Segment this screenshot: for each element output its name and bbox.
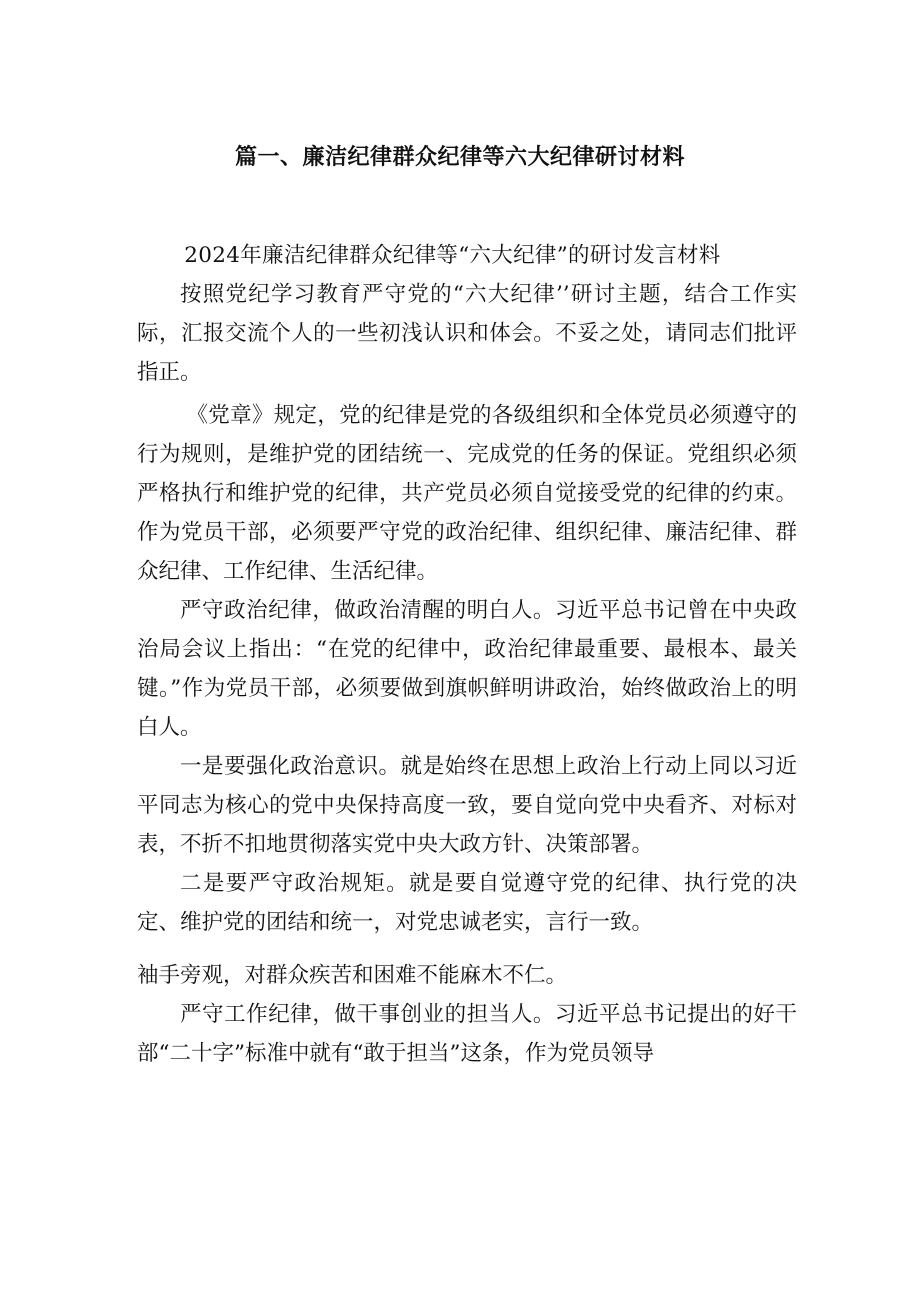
document-subtitle: 2024年廉洁纪律群众纪律等“六大纪律”的研讨发言材料 <box>184 243 721 268</box>
paragraph-fragment: 袖手旁观，对群众疾苦和困难不能麻木不仁。 <box>137 963 568 988</box>
paragraph-political-discipline: 严守政治纪律，做政治清醒的明白人。习近平总书记曾在中央政治局会议上指出：“在党的纪律中，政治纪律最重要、最根本、最关键。”作为党员干部，必须要做到旗帜鲜明讲政治，始终做政治上的明白人。 <box>137 598 797 740</box>
paragraph-work-discipline: 严守工作纪律，做干事创业的担当人。习近平总书记提出的好干部“二十字”标准中就有“敢于担当”这条，作为党员领导 <box>137 1002 797 1066</box>
paragraph-point-two: 二是要严守政治规矩。就是要自觉遵守党的纪律、执行党的决定、维护党的团结和统一，对党忠诚老实，言行一致。 <box>137 871 797 935</box>
document-title: 篇一、廉洁纪律群众纪律等六大纪律研讨材料 <box>234 145 685 170</box>
paragraph-intro: 按照党纪学习教育严守党的“六大纪律’’研讨主题，结合工作实际，汇报交流个人的一些初浅认识和体会。不妥之处，请同志们批评指正。 <box>137 282 797 385</box>
paragraph-party-constitution: 《党章》规定，党的纪律是党的各级组织和全体党员必须遵守的行为规则，是维护党的团结统一、完成党的任务的保证。党组织必须严格执行和维护党的纪律，共产党员必须自觉接受党的纪律的约束。作为党员干部，必须要严守党的政治纪律、组织纪律、廉洁纪律、群众纪律、工作纪律、生活纪律。 <box>137 403 797 584</box>
document-body <box>137 236 797 1073</box>
paragraph-point-one: 一是要强化政治意识。就是始终在思想上政治上行动上同以习近平同志为核心的党中央保持高度一致，要自觉向党中央看齐、对标对表，不折不扣地贯彻落实党中央大政方针、决策部署。 <box>137 754 797 857</box>
